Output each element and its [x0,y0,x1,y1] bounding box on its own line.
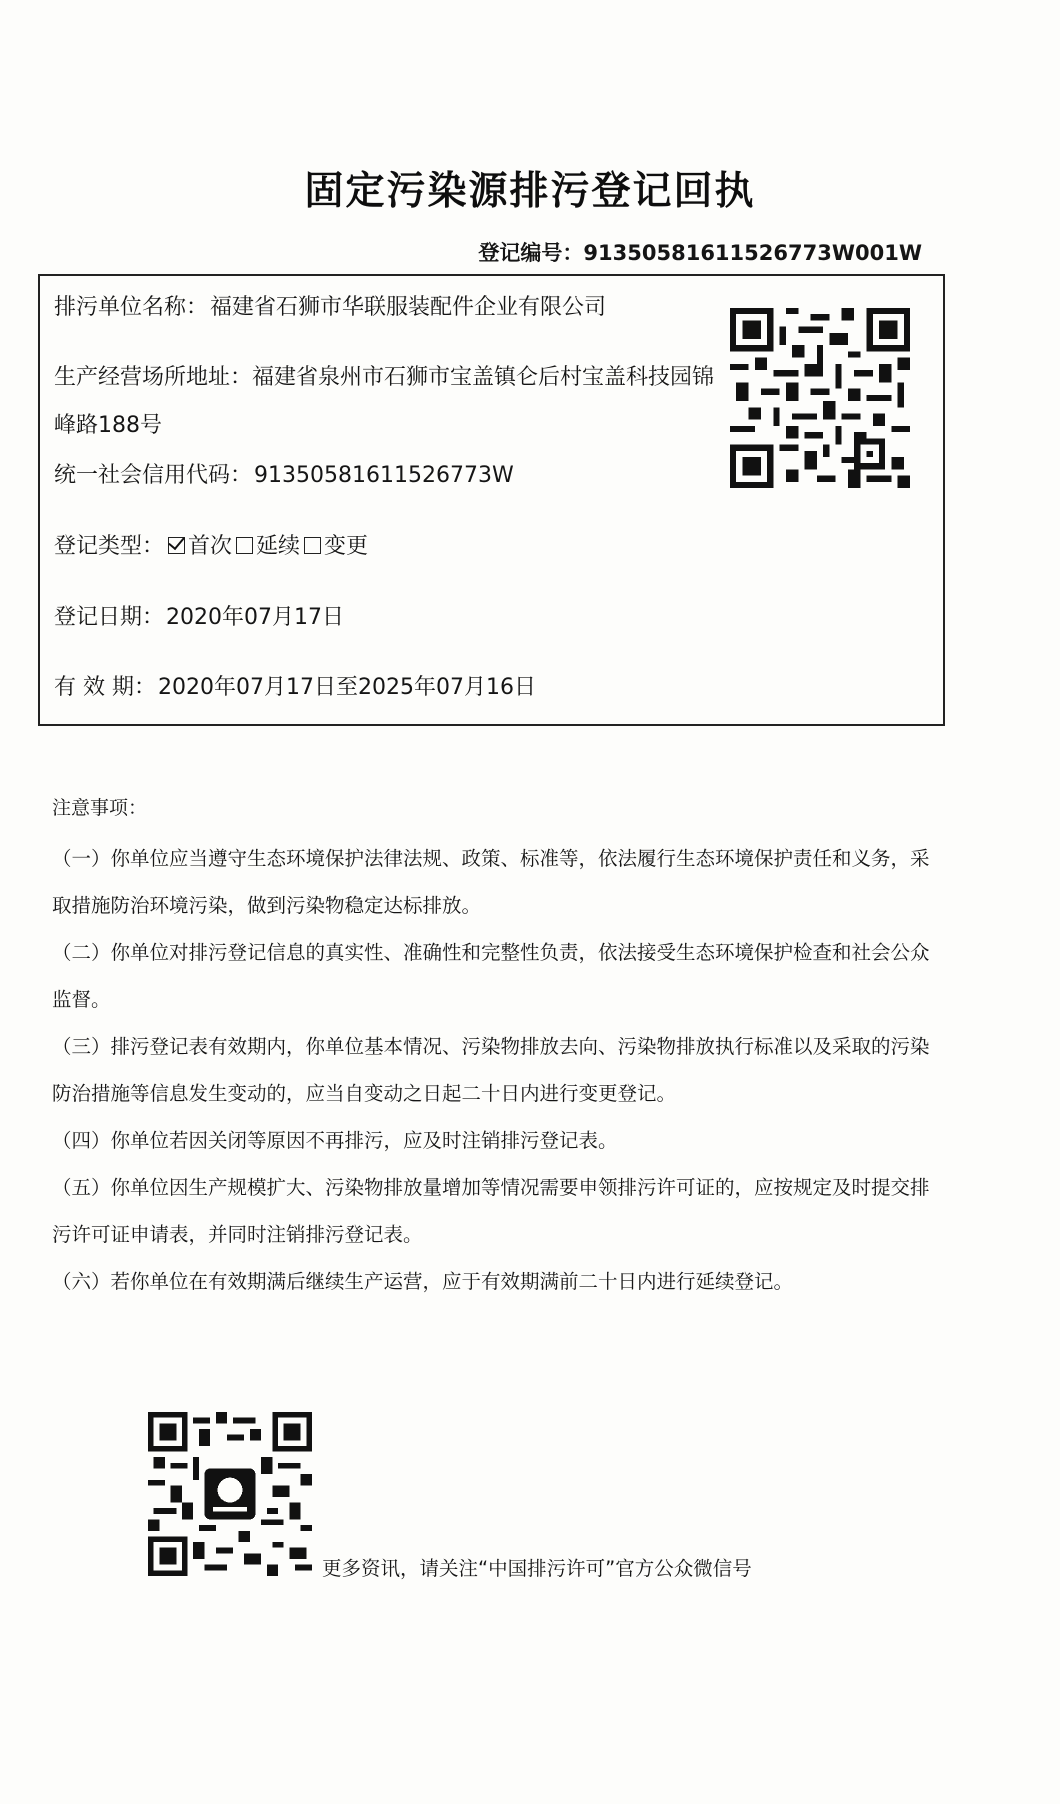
address-label: 生产经营场所地址： [54,365,253,390]
registration-type-change: 变更 [324,534,369,559]
checkbox-renewal-icon [236,537,253,554]
unit-name-row [54,286,606,330]
address-row [54,354,734,450]
unit-name-value: 福建省石狮市华联服装配件企业有限公司 [210,295,607,320]
registration-number: 登记编号：91350581611526773W001W [478,241,922,265]
info-box [38,274,945,726]
wechat-qr-code-icon [148,1412,312,1576]
registration-type-label: 登记类型： [54,534,165,559]
credit-code-row [54,454,514,498]
note-item: （三）排污登记表有效期内，你单位基本情况、污染物排放去向、污染物排放执行标准以及采取的污染防治措施等信息发生变动的，应当自变动之日起二十日内进行变更登记。 [52,1035,930,1105]
address-value: 福建省泉州市石狮市宝盖镇仑后村宝盖科技园锦峰路188号 [54,365,715,438]
unit-name-label: 排污单位名称： [54,295,209,320]
credit-code-value: 91350581611526773W [254,463,514,488]
registration-type-renewal: 延续 [256,534,301,559]
note-item: （二）你单位对排污登记信息的真实性、准确性和完整性负责，依法接受生态环境保护检查和社会公众监督。 [52,941,930,1011]
credit-code-label: 统一社会信用代码： [54,463,253,488]
note-item: （六）若你单位在有效期满后继续生产运营，应于有效期满前二十日内进行延续登记。 [52,1270,794,1293]
wechat-follow-text: 更多资讯，请关注“中国排污许可”官方公众微信号 [322,1557,752,1580]
validity-label: 有 效 期： [54,675,156,700]
checkbox-first-time-icon [168,537,185,554]
registration-type-row [54,525,368,569]
validity-row [54,666,536,710]
registration-date-label: 登记日期： [54,605,165,630]
registration-date-row [54,596,344,640]
notes-list [52,835,932,1305]
note-item: （四）你单位若因关闭等原因不再排污，应及时注销排污登记表。 [52,1129,618,1152]
registration-date-value: 2020年07月17日 [166,605,344,630]
note-item: （五）你单位因生产规模扩大、污染物排放量增加等情况需要申领排污许可证的，应按规定及时提交排污许可证申请表，并同时注销排污登记表。 [52,1176,930,1246]
validity-value: 2020年07月17日至2025年07月16日 [158,675,536,700]
checkbox-change-icon [304,537,321,554]
document-title: 固定污染源排污登记回执 [304,169,756,214]
registration-type-first: 首次 [188,534,233,559]
notes-title: 注意事项： [52,797,148,819]
note-item: （一）你单位应当遵守生态环境保护法律法规、政策、标准等，依法履行生态环境保护责任和义务，采取措施防治环境污染，做到污染物稳定达标排放。 [52,847,930,917]
qr-code-icon [730,308,910,488]
